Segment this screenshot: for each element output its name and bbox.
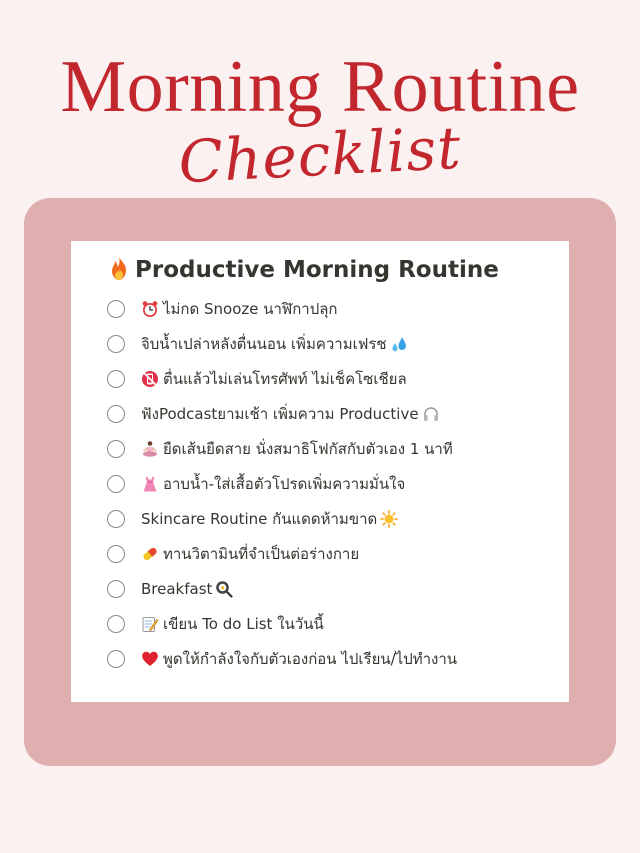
page-title: Morning Routine	[60, 46, 580, 128]
checklist-item[interactable]	[107, 536, 557, 571]
item-label: พูดให้กำลังใจกับตัวเองก่อน ไปเรียน/ไปทำงาน	[163, 649, 458, 668]
item-checkbox[interactable]	[107, 405, 125, 423]
checklist-item[interactable]	[107, 606, 557, 641]
checklist	[107, 291, 557, 676]
no-phone-icon	[141, 370, 159, 388]
alarm-clock-icon	[141, 300, 159, 318]
item-label: Breakfast	[141, 579, 213, 598]
item-checkbox[interactable]	[107, 370, 125, 388]
checklist-item[interactable]	[107, 466, 557, 501]
item-checkbox[interactable]	[107, 545, 125, 563]
checklist-card	[71, 241, 569, 702]
item-checkbox[interactable]	[107, 335, 125, 353]
fire-icon	[107, 255, 131, 281]
item-label: ฟังPodcastยามเช้า เพิ่มความ Productive	[141, 404, 419, 423]
checklist-item[interactable]	[107, 291, 557, 326]
sweat-droplets-icon	[390, 335, 408, 353]
checklist-item[interactable]	[107, 641, 557, 676]
checklist-item[interactable]	[107, 431, 557, 466]
item-label: ยืดเส้นยืดสาย นั่งสมาธิโฟกัสกับตัวเอง 1 นาที	[163, 439, 453, 458]
checklist-item[interactable]	[107, 326, 557, 361]
item-checkbox[interactable]	[107, 650, 125, 668]
sun-icon	[380, 510, 398, 528]
item-label: ไม่กด Snooze นาฬิกาปลุก	[163, 299, 338, 318]
item-checkbox[interactable]	[107, 510, 125, 528]
item-checkbox[interactable]	[107, 580, 125, 598]
memo-icon	[141, 615, 159, 633]
meditation-icon	[141, 440, 159, 458]
dress-icon	[141, 475, 159, 493]
checklist-heading	[107, 255, 557, 285]
item-checkbox[interactable]	[107, 615, 125, 633]
item-label: ตื่นแล้วไม่เล่นโทรศัพท์ ไม่เช็คโซเชียล	[163, 369, 407, 388]
item-label: ทานวิตามินที่จำเป็นต่อร่างกาย	[163, 544, 360, 563]
checklist-heading-text: Productive Morning Routine	[135, 257, 499, 283]
item-label: Skincare Routine กันแดดห้ามขาด	[141, 509, 378, 528]
item-label: อาบน้ำ-ใส่เสื้อตัวโปรดเพิ่มความมั่นใจ	[163, 474, 406, 493]
frying-pan-icon	[215, 580, 233, 598]
item-checkbox[interactable]	[107, 475, 125, 493]
item-checkbox[interactable]	[107, 300, 125, 318]
headphones-icon	[422, 405, 440, 423]
checklist-item[interactable]	[107, 396, 557, 431]
page-subtitle: Checklist	[176, 113, 464, 197]
heart-icon	[141, 650, 159, 668]
checklist-item[interactable]	[107, 501, 557, 536]
pill-icon	[141, 545, 159, 563]
item-label: เขียน To do List ในวันนี้	[163, 614, 324, 633]
item-checkbox[interactable]	[107, 440, 125, 458]
checklist-item[interactable]	[107, 361, 557, 396]
checklist-item[interactable]	[107, 571, 557, 606]
item-label: จิบน้ำเปล่าหลังตื่นนอน เพิ่มความเฟรช	[141, 334, 387, 353]
